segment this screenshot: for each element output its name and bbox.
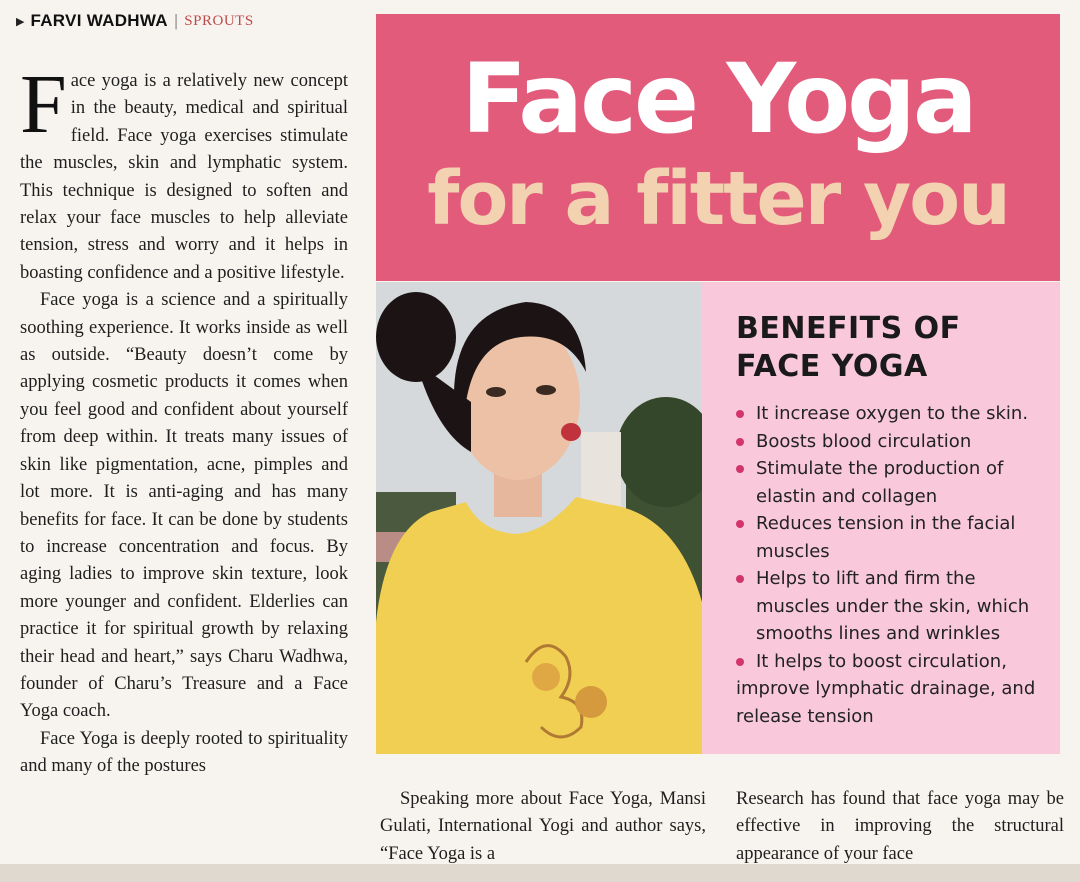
byline-separator: | [173,11,179,30]
benefit-text: It helps to boost circulation, improve lymphatic drainage, and release tension [736,650,1036,727]
benefit-item [736,510,1042,565]
benefits-title: BENEFITS OF FACE YOGA [736,311,961,384]
benefit-item [736,648,1042,731]
benefit-item [736,400,1042,428]
page-bottom-bar [0,864,1080,882]
paragraph-1-text: ace yoga is a relatively new concept in the beauty, medical and spiritual field. Face yoga exercises stimulate the muscles, skin and lymphatic system. This technique is designed to soften and relax your face muscles to help alleviate tension, stress and worry and it helps in boasting confidence and a positive lifestyle. [20,71,348,283]
woman-photo-illustration [376,282,702,754]
benefit-text: Stimulate the production of elastin and collagen [756,458,1004,507]
article-photo [376,282,702,754]
author-name: FARVI WADHWA [30,11,168,30]
benefit-text: It increase oxygen to the skin. [756,403,1029,424]
article-paragraph-2: Face yoga is a science and a spiritually soothing experience. It works inside as well as outside. “Beauty doesn’t come by applying cosmetic products it comes when you feel good and confident about yourself from deep within. It treats many issues of skin like pigmentation, acne, pimples and lot more. It is anti-aging and has many benefits for face. It can be done by students to increase concentration and focus. By aging ladies to improve skin texture, look more younger and confident. Elderlies can practice it for spiritual growth by relaxing their head and heart,” says Charu Wadhwa, founder of Charu’s Treasure and a Face Yoga coach. [20,290,348,722]
bullet-icon [736,520,744,528]
article-column-right [736,786,1064,868]
drop-cap: F [20,58,67,151]
article-column-left [20,58,348,781]
article-column-middle [380,786,706,868]
benefit-item [736,428,1042,456]
bullet-icon [736,658,744,666]
bullet-icon [736,575,744,583]
benefits-list [736,400,1042,730]
byline-arrow-icon: ▶ [16,15,25,28]
right-column-text: Research has found that face yoga may be effective in improving the structural appearance of your face [736,789,1064,864]
article-paragraph-3: Face Yoga is deeply rooted to spirituality and many of the postures [20,728,348,777]
benefit-text: Boosts blood circulation [756,430,972,452]
article-paragraph-1 [20,58,348,287]
headline-banner [376,14,1060,281]
benefits-box [702,282,1060,754]
benefit-text: Reduces tension in the facial muscles [756,513,1016,562]
bullet-icon [736,465,744,473]
headline-title: Face Yoga [461,43,975,155]
benefit-text: Helps to lift and firm the muscles under the skin, which smooths lines and wrinkles [756,568,1030,644]
middle-column-text: Speaking more about Face Yoga, Mansi Gulati, International Yogi and author says, “Face Yoga is a [380,789,706,864]
headline-subtitle: for a fitter you [427,156,1009,242]
benefit-item [736,455,1042,510]
section-name: SPROUTS [184,12,254,29]
byline [16,8,254,34]
bullet-icon [736,410,744,418]
benefit-item [736,565,1042,648]
bullet-icon [736,438,744,446]
